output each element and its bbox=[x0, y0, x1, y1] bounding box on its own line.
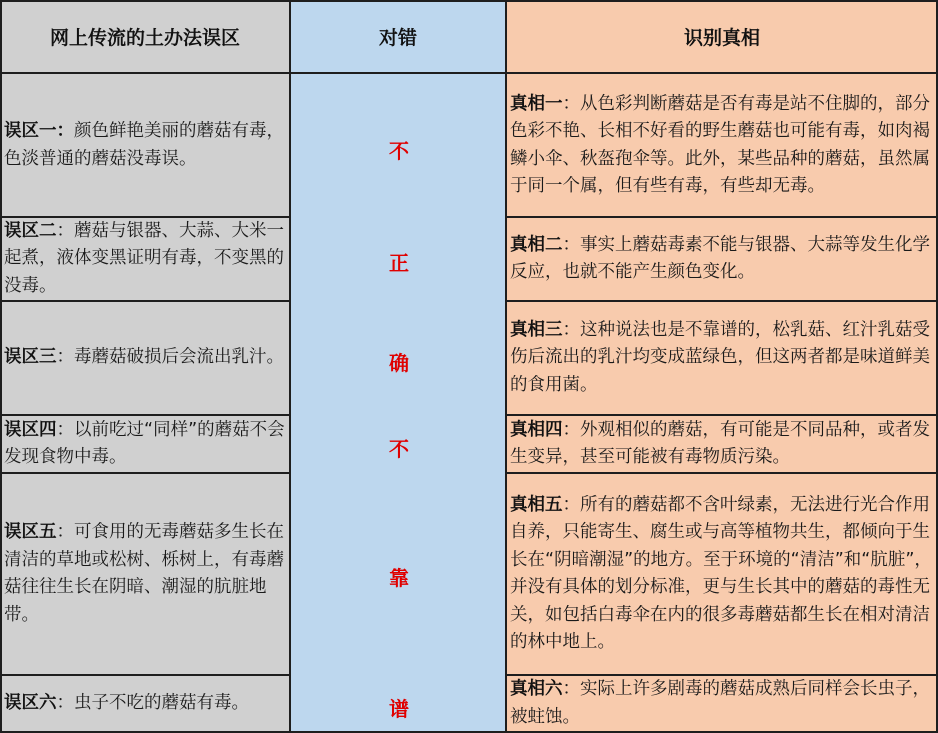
truth-cell-3 bbox=[510, 302, 936, 414]
myth-text: ：以前吃过“同样”的蘑菇不会发现食物中毒。 bbox=[4, 419, 285, 467]
verdict-char: 靠 bbox=[389, 566, 409, 590]
truth-cell-6 bbox=[510, 676, 936, 731]
truth-cell-4 bbox=[510, 416, 936, 472]
grid-line bbox=[0, 674, 290, 676]
truth-label: 真相四 bbox=[510, 419, 563, 440]
truth-label: 真相六 bbox=[510, 679, 563, 699]
header-truth: 识别真相 bbox=[683, 27, 760, 49]
grid-line bbox=[506, 216, 938, 218]
myth-text: 颜色鲜艳美丽的蘑菇有毒，色淡普通的蘑菇没毒误。 bbox=[4, 121, 284, 169]
grid-line bbox=[0, 472, 290, 474]
truth-label: 真相二 bbox=[510, 234, 563, 255]
truth-cell-5 bbox=[510, 474, 936, 674]
truth-label: 真相五 bbox=[510, 494, 563, 515]
header-verdict: 对错 bbox=[378, 27, 417, 49]
truth-text: ：实际上许多剧毒的蘑菇成熟后同样会长虫子，被蛀蚀。 bbox=[510, 679, 930, 727]
truth-text: ：这种说法也是不靠谱的，松乳菇、红汁乳菇受伤后流出的乳汁均变成蓝绿色，但这两者都是味道鲜美的食用菌。 bbox=[510, 319, 930, 395]
myth-cell-5 bbox=[4, 474, 288, 674]
verdict-char: 正 bbox=[389, 251, 409, 275]
truth-text: ：所有的蘑菇都不含叶绿素，无法进行光合作用自养，只能寄生、腐生或与高等植物共生，都倾向于生长在“阴暗潮湿”的地方。至于环境的“清洁”和“肮脏”，并没有具体的划分标准，更与生长其中的蘑菇的毒性无关，如包括白毒伞在内的很多毒蘑菇都生长在相对清洁的林中地上。 bbox=[510, 494, 932, 652]
myth-label: 误区五 bbox=[4, 522, 57, 542]
grid-line bbox=[505, 0, 507, 733]
myth-text: ：毒蘑菇破损后会流出乳汁。 bbox=[56, 347, 284, 368]
myth-cell-6 bbox=[4, 676, 288, 731]
verdict-cell bbox=[292, 75, 506, 733]
myth-text: ：虫子不吃的蘑菇有毒。 bbox=[56, 692, 249, 713]
grid-line bbox=[0, 72, 938, 74]
truth-cell-1 bbox=[510, 75, 936, 216]
myth-label: 误区三 bbox=[4, 347, 57, 368]
myth-label: 误区四 bbox=[4, 419, 57, 440]
grid-line bbox=[506, 300, 938, 302]
myth-label: 误区一： bbox=[4, 121, 74, 141]
truth-label: 真相三 bbox=[510, 319, 563, 340]
grid-line bbox=[0, 0, 2, 733]
myth-label: 误区六 bbox=[4, 692, 57, 713]
grid-line bbox=[506, 674, 938, 676]
myth-text: ：蘑菇与银器、大蒜、大米一起煮，液体变黑证明有毒，不变黑的没毒。 bbox=[4, 220, 284, 296]
truth-text: ：从色彩判断蘑菇是否有毒是站不住脚的，部分色彩不艳、长相不好看的野生蘑菇也可能有毒，如肉褐鳞小伞、秋盔孢伞等。此外，某些品种的蘑菇，虽然属于同一个属，但有些有毒，有些却无毒。 bbox=[510, 93, 930, 196]
verdict-char: 不 bbox=[389, 437, 409, 461]
truth-label: 真相一 bbox=[510, 93, 563, 114]
grid-line bbox=[0, 216, 290, 218]
truth-cell-2 bbox=[510, 218, 936, 300]
verdict-char: 确 bbox=[389, 351, 409, 375]
myth-cell-3 bbox=[4, 302, 288, 414]
verdict-char: 谱 bbox=[389, 697, 409, 721]
grid-line bbox=[506, 414, 938, 416]
grid-line bbox=[0, 414, 290, 416]
grid-line bbox=[506, 472, 938, 474]
myth-cell-4 bbox=[4, 416, 288, 472]
myth-cell-1 bbox=[4, 75, 288, 216]
verdict-char: 不 bbox=[389, 139, 409, 163]
truth-text: ：外观相似的蘑菇，有可能是不同品种，或者发生变异，甚至可能被有毒物质污染。 bbox=[510, 419, 930, 467]
myth-cell-2 bbox=[4, 218, 288, 300]
truth-text: ：事实上蘑菇毒素不能与银器、大蒜等发生化学反应，也就不能产生颜色变化。 bbox=[510, 234, 930, 282]
myth-label: 误区二 bbox=[4, 220, 57, 241]
myth-text: ：可食用的无毒蘑菇多生长在清洁的草地或松树、栎树上，有毒蘑菇往往生长在阴暗、潮湿的肮脏地带。 bbox=[4, 522, 284, 625]
header-myth: 网上传流的土办法误区 bbox=[49, 27, 240, 49]
grid-line bbox=[0, 300, 290, 302]
grid-line bbox=[0, 0, 938, 2]
grid-line bbox=[289, 0, 291, 733]
